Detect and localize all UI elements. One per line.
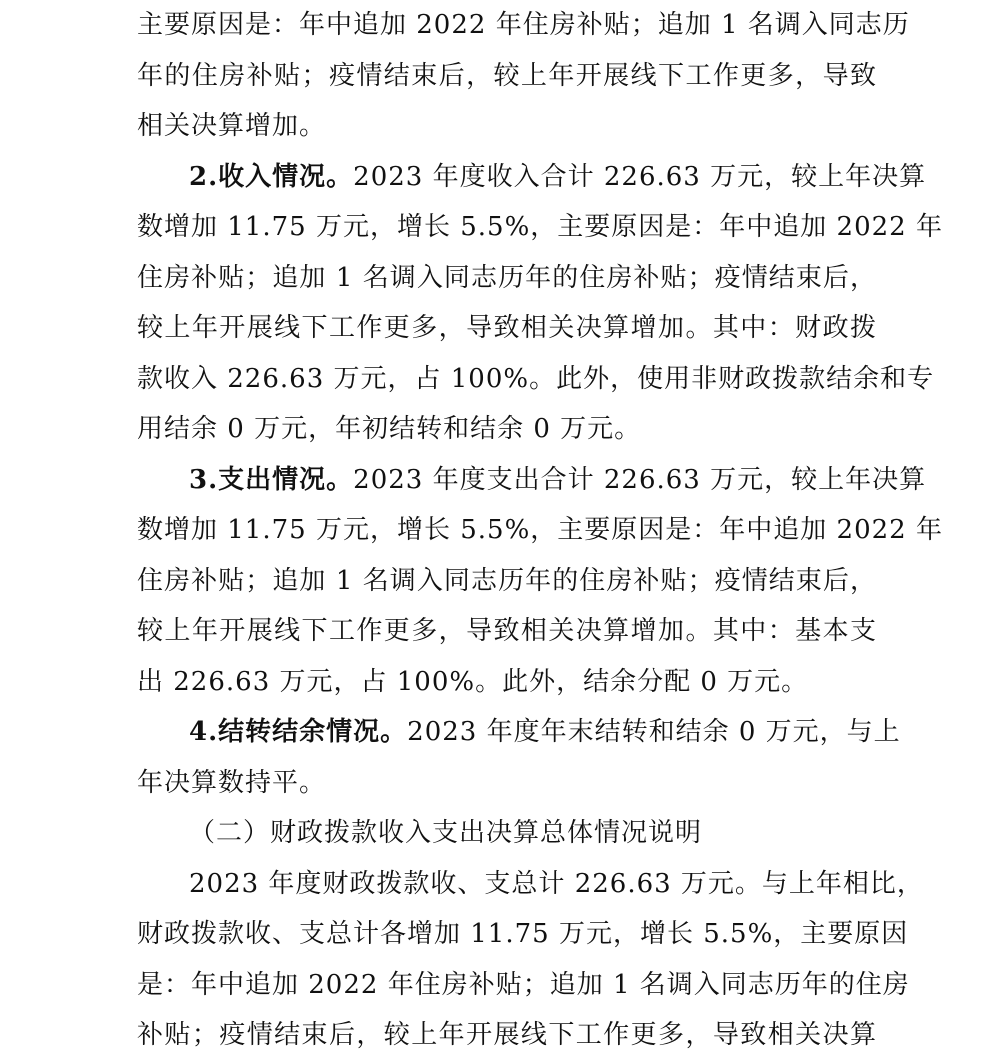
text-line <box>137 404 877 455</box>
text-line <box>137 606 877 657</box>
text-line <box>137 152 927 203</box>
line-text: 较上年开展线下工作更多，导致相关决算增加。其中：基本支 <box>137 616 877 646</box>
line-text: 年的住房补贴；疫情结束后，较上年开展线下工作更多，导致 <box>137 60 877 91</box>
line-text: 2023 年度财政拨款收、支总计 226.63 万元。与上年相比， <box>189 868 924 899</box>
text-line <box>137 556 877 607</box>
line-text: 数增加 11.75 万元，增长 5.5%，主要原因是：年中追加 2022 年 <box>137 212 943 242</box>
text-line <box>137 1010 877 1061</box>
line-text: （二）财政拨款收入支出决算总体情况说明 <box>189 818 703 848</box>
line-text: 出 226.63 万元，占 100%。此外，结余分配 0 万元。 <box>137 666 809 697</box>
text-line <box>137 202 943 253</box>
text-line <box>137 859 924 910</box>
section-heading: 3.支出情况。 <box>189 464 354 495</box>
line-text: 2023 年度收入合计 226.63 万元，较上年决算 <box>353 161 927 192</box>
line-text: 数增加 11.75 万元，增长 5.5%，主要原因是：年中追加 2022 年 <box>137 515 943 545</box>
line-text: 用结余 0 万元，年初结转和结余 0 万元。 <box>137 414 642 444</box>
line-text: 住房补贴；追加 1 名调入同志历年的住房补贴；疫情结束后， <box>137 565 877 596</box>
line-text: 相关决算增加。 <box>137 111 327 141</box>
text-line <box>137 101 877 152</box>
line-text: 主要原因是：年中追加 2022 年住房补贴；追加 1 名调入同志历 <box>137 10 910 40</box>
line-text: 款收入 226.63 万元，占 100%。此外，使用非财政拨款结余和专 <box>137 363 935 394</box>
text-line <box>137 808 877 859</box>
line-text: 住房补贴；追加 1 名调入同志历年的住房补贴；疫情结束后， <box>137 262 877 293</box>
text-line <box>137 354 935 405</box>
text-line <box>137 0 910 51</box>
text-line <box>137 505 943 556</box>
line-text: 补贴；疫情结束后，较上年开展线下工作更多，导致相关决算 <box>137 1020 877 1050</box>
text-line <box>137 253 877 304</box>
text-line <box>137 51 877 102</box>
text-line <box>137 960 910 1011</box>
line-text: 是：年中追加 2022 年住房补贴；追加 1 名调入同志历年的住房 <box>137 969 910 1000</box>
document-body <box>137 0 943 1061</box>
text-line <box>137 303 877 354</box>
line-text: 较上年开展线下工作更多，导致相关决算增加。其中：财政拨 <box>137 313 877 343</box>
text-line <box>137 657 877 708</box>
line-text: 年决算数持平。 <box>137 767 327 798</box>
line-text: 2023 年度支出合计 226.63 万元，较上年决算 <box>353 464 927 495</box>
line-text: 财政拨款收、支总计各增加 11.75 万元，增长 5.5%，主要原因 <box>137 919 909 949</box>
text-line <box>137 455 927 506</box>
text-line <box>137 707 901 758</box>
text-line <box>137 758 877 809</box>
section-heading: 2.收入情况。 <box>189 161 354 192</box>
section-heading: 4.结转结余情况。 <box>189 717 408 747</box>
line-text: 2023 年度年末结转和结余 0 万元，与上 <box>407 717 901 747</box>
text-line <box>137 909 909 960</box>
